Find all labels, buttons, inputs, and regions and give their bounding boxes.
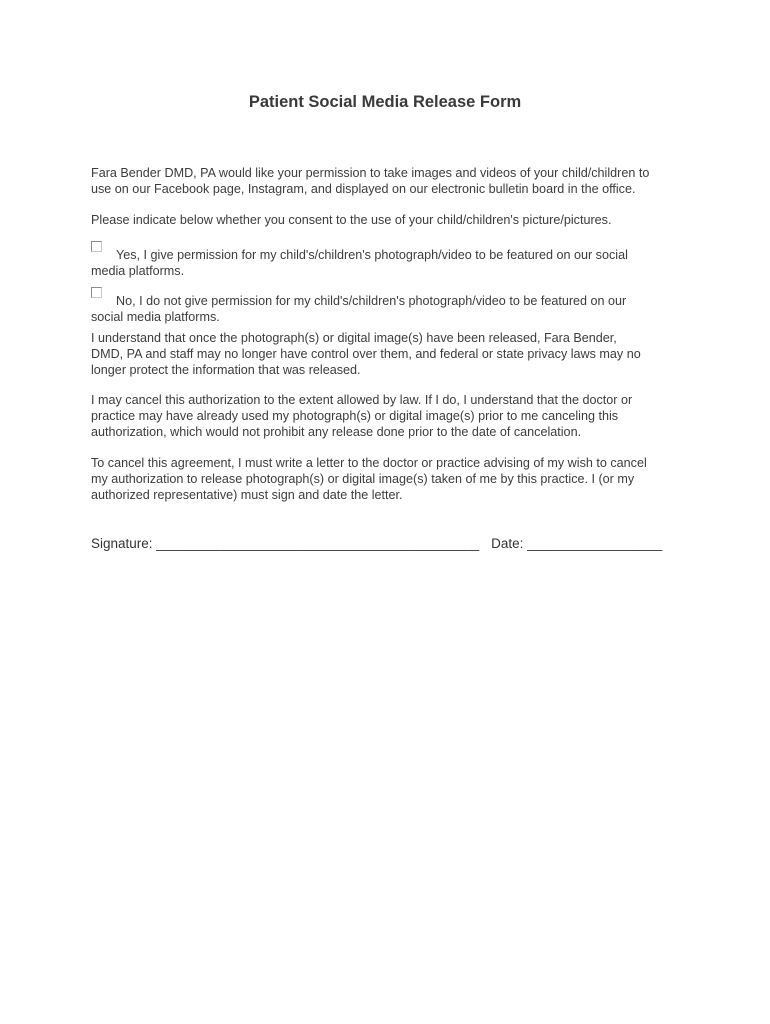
date-field[interactable]: Date: __________________: [491, 536, 663, 551]
yes-checkbox[interactable]: [91, 241, 102, 252]
option-yes-label: Yes, I give permission for my child's/children's photograph/video to be featured on our social: [116, 248, 628, 262]
no-checkbox[interactable]: [91, 287, 102, 298]
option-yes: [91, 247, 691, 279]
signature-row: [91, 536, 691, 551]
understand-paragraph: I understand that once the photograph(s) or digital image(s) have been released, Fara Bender, DMD, PA and staff may no longer have control over them, and federal or state privacy laws may no longer protect the information that was released.: [91, 331, 641, 377]
page-title: Patient Social Media Release Form: [248, 93, 522, 111]
option-no: [91, 293, 691, 325]
option-no-label-continued: social media platforms.: [91, 310, 220, 324]
option-yes-label-continued: media platforms.: [91, 264, 185, 278]
signature-field[interactable]: Signature: ___________________________________________: [91, 536, 480, 551]
cancel-agreement-paragraph: To cancel this agreement, I must write a letter to the doctor or practice advising of my wish to cancel my authorization to release photograph(s) or digital image(s) taken of me by this practice. I (or my authorized representative) must sign and date the letter.: [91, 456, 647, 502]
consent-prompt: Please indicate below whether you consent to the use of your child/children's picture/pictures.: [91, 213, 612, 227]
option-no-label: No, I do not give permission for my child's/children's photograph/video to be featured on our: [116, 294, 627, 308]
intro-paragraph: Fara Bender DMD, PA would like your permission to take images and videos of your child/children to use on our Facebook page, Instagram, and displayed on our electronic bulletin board in the office.: [91, 166, 650, 196]
cancel-authorization-paragraph: I may cancel this authorization to the extent allowed by law. If I do, I understand that the doctor or practice may have already used my photograph(s) or digital image(s) prior to me canceling this authorization, which would not prohibit any release done prior to the date of cancelation.: [91, 393, 633, 439]
